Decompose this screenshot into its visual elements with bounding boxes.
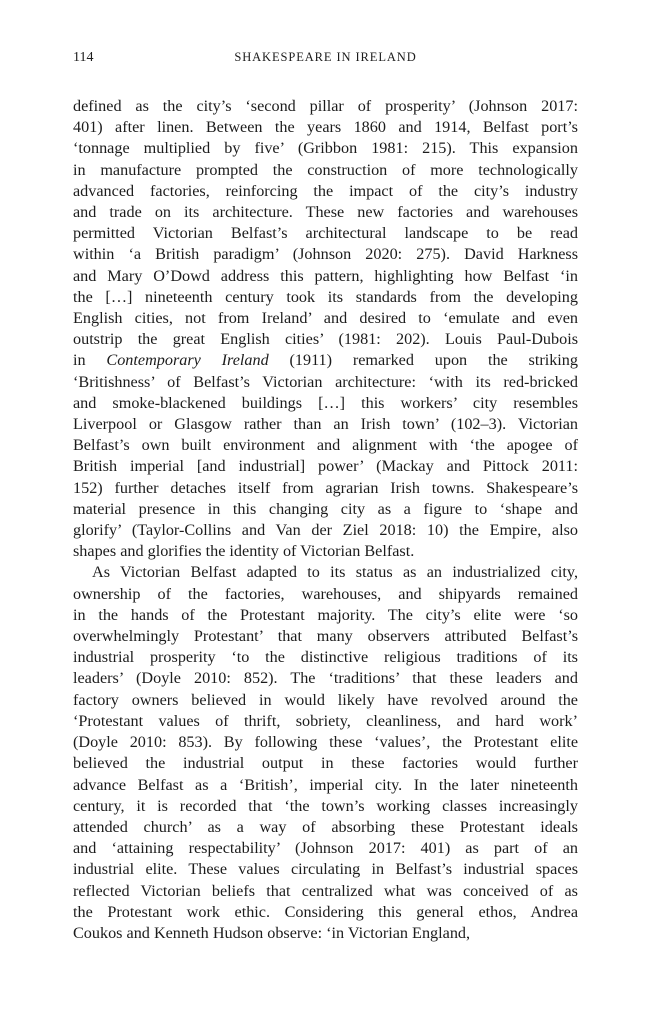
text-line: English cities, not from Ireland’ and desired to ‘emulate and even	[73, 309, 578, 328]
page-number: 114	[73, 50, 94, 65]
text-line: shapes and glorifies the identity of Victorian Belfast.	[73, 542, 415, 561]
text-line: in manufacture prompted the construction of more technologically	[73, 160, 578, 179]
text-line: Belfast’s own built environment and alignment with ‘the apogee of	[73, 436, 578, 455]
text-line: advance Belfast as a ‘British’, imperial city. In the later nineteenth	[73, 775, 578, 794]
text-line: industrial elite. These values circulating in Belfast’s industrial spaces	[73, 860, 578, 879]
text-line: believed the industrial output in these factories would further	[73, 754, 578, 773]
paragraph-1	[73, 96, 578, 562]
text-line: and Mary O’Dowd address this pattern, highlighting how Belfast ‘in	[73, 266, 578, 285]
text-line: (Doyle 2010: 853). By following these ‘values’, the Protestant elite	[73, 733, 578, 752]
text-line: ‘tonnage multiplied by five’ (Gribbon 1981: 215). This expansion	[73, 139, 578, 158]
text-line: material presence in this changing city as a figure to ‘shape and	[73, 499, 578, 518]
text-line: the Protestant work ethic. Considering this general ethos, Andrea	[73, 902, 578, 921]
text-line: in Contemporary Ireland (1911) remarked upon the striking	[73, 351, 578, 370]
text-line: factory owners believed in would likely have revolved around the	[73, 690, 578, 709]
text-line: As Victorian Belfast adapted to its status as an industrialized city,	[92, 563, 578, 582]
text-line: Coukos and Kenneth Hudson observe: ‘in Victorian England,	[73, 923, 471, 942]
text-line: defined as the city’s ‘second pillar of prosperity’ (Johnson 2017:	[73, 97, 578, 115]
text-line: century, it is recorded that ‘the town’s working classes increasingly	[73, 796, 578, 815]
text-line: ‘Protestant values of thrift, sobriety, cleanliness, and hard work’	[73, 711, 578, 730]
text-line: 401) after linen. Between the years 1860 and 1914, Belfast port’s	[73, 118, 578, 137]
text-line: attended church’ as a way of absorbing these Protestant ideals	[73, 817, 578, 836]
text-line: permitted Victorian Belfast’s architectural landscape to be read	[73, 224, 578, 243]
text-line: in the hands of the Protestant majority. The city’s elite were ‘so	[73, 605, 578, 624]
text-line: advanced factories, reinforcing the impact of the city’s industry	[73, 181, 578, 200]
text-line: ownership of the factories, warehouses, and shipyards remained	[73, 584, 578, 603]
running-title: SHAKESPEARE IN IRELAND	[234, 50, 417, 64]
text-line: and trade on its architecture. These new factories and warehouses	[73, 203, 578, 222]
text-line: and smoke-blackened buildings […] this workers’ city resembles	[73, 393, 578, 412]
body-text	[73, 96, 578, 944]
text-line: Liverpool or Glasgow rather than an Irish town’ (102–3). Victorian	[73, 415, 578, 434]
text-line: 152) further detaches itself from agrarian Irish towns. Shakespeare’s	[73, 478, 578, 497]
paragraph-2	[73, 562, 578, 944]
text-line: within ‘a British paradigm’ (Johnson 2020: 275). David Harkness	[73, 245, 578, 264]
text-line: outstrip the great English cities’ (1981: 202). Louis Paul-Dubois	[73, 330, 578, 349]
text-line: overwhelmingly Protestant’ that many observers attributed Belfast’s	[73, 627, 578, 646]
text-line: ‘Britishness’ of Belfast’s Victorian architecture: ‘with its red-bricked	[73, 372, 578, 391]
text-line: glorify’ (Taylor-Collins and Van der Ziel 2018: 10) the Empire, also	[73, 521, 578, 540]
text-line: leaders’ (Doyle 2010: 852). The ‘traditions’ that these leaders and	[73, 669, 578, 688]
text-line: reflected Victorian beliefs that centralized what was conceived of as	[73, 881, 578, 900]
text-line: British imperial [and industrial] power’ (Mackay and Pittock 2011:	[73, 457, 578, 476]
text-line: the […] nineteenth century took its standards from the developing	[73, 287, 578, 306]
text-line: and ‘attaining respectability’ (Johnson 2017: 401) as part of an	[73, 839, 578, 858]
text-line: industrial prosperity ‘to the distinctive religious traditions of its	[73, 648, 578, 667]
running-head	[73, 50, 578, 70]
book-title: Contemporary Ireland	[106, 351, 269, 370]
